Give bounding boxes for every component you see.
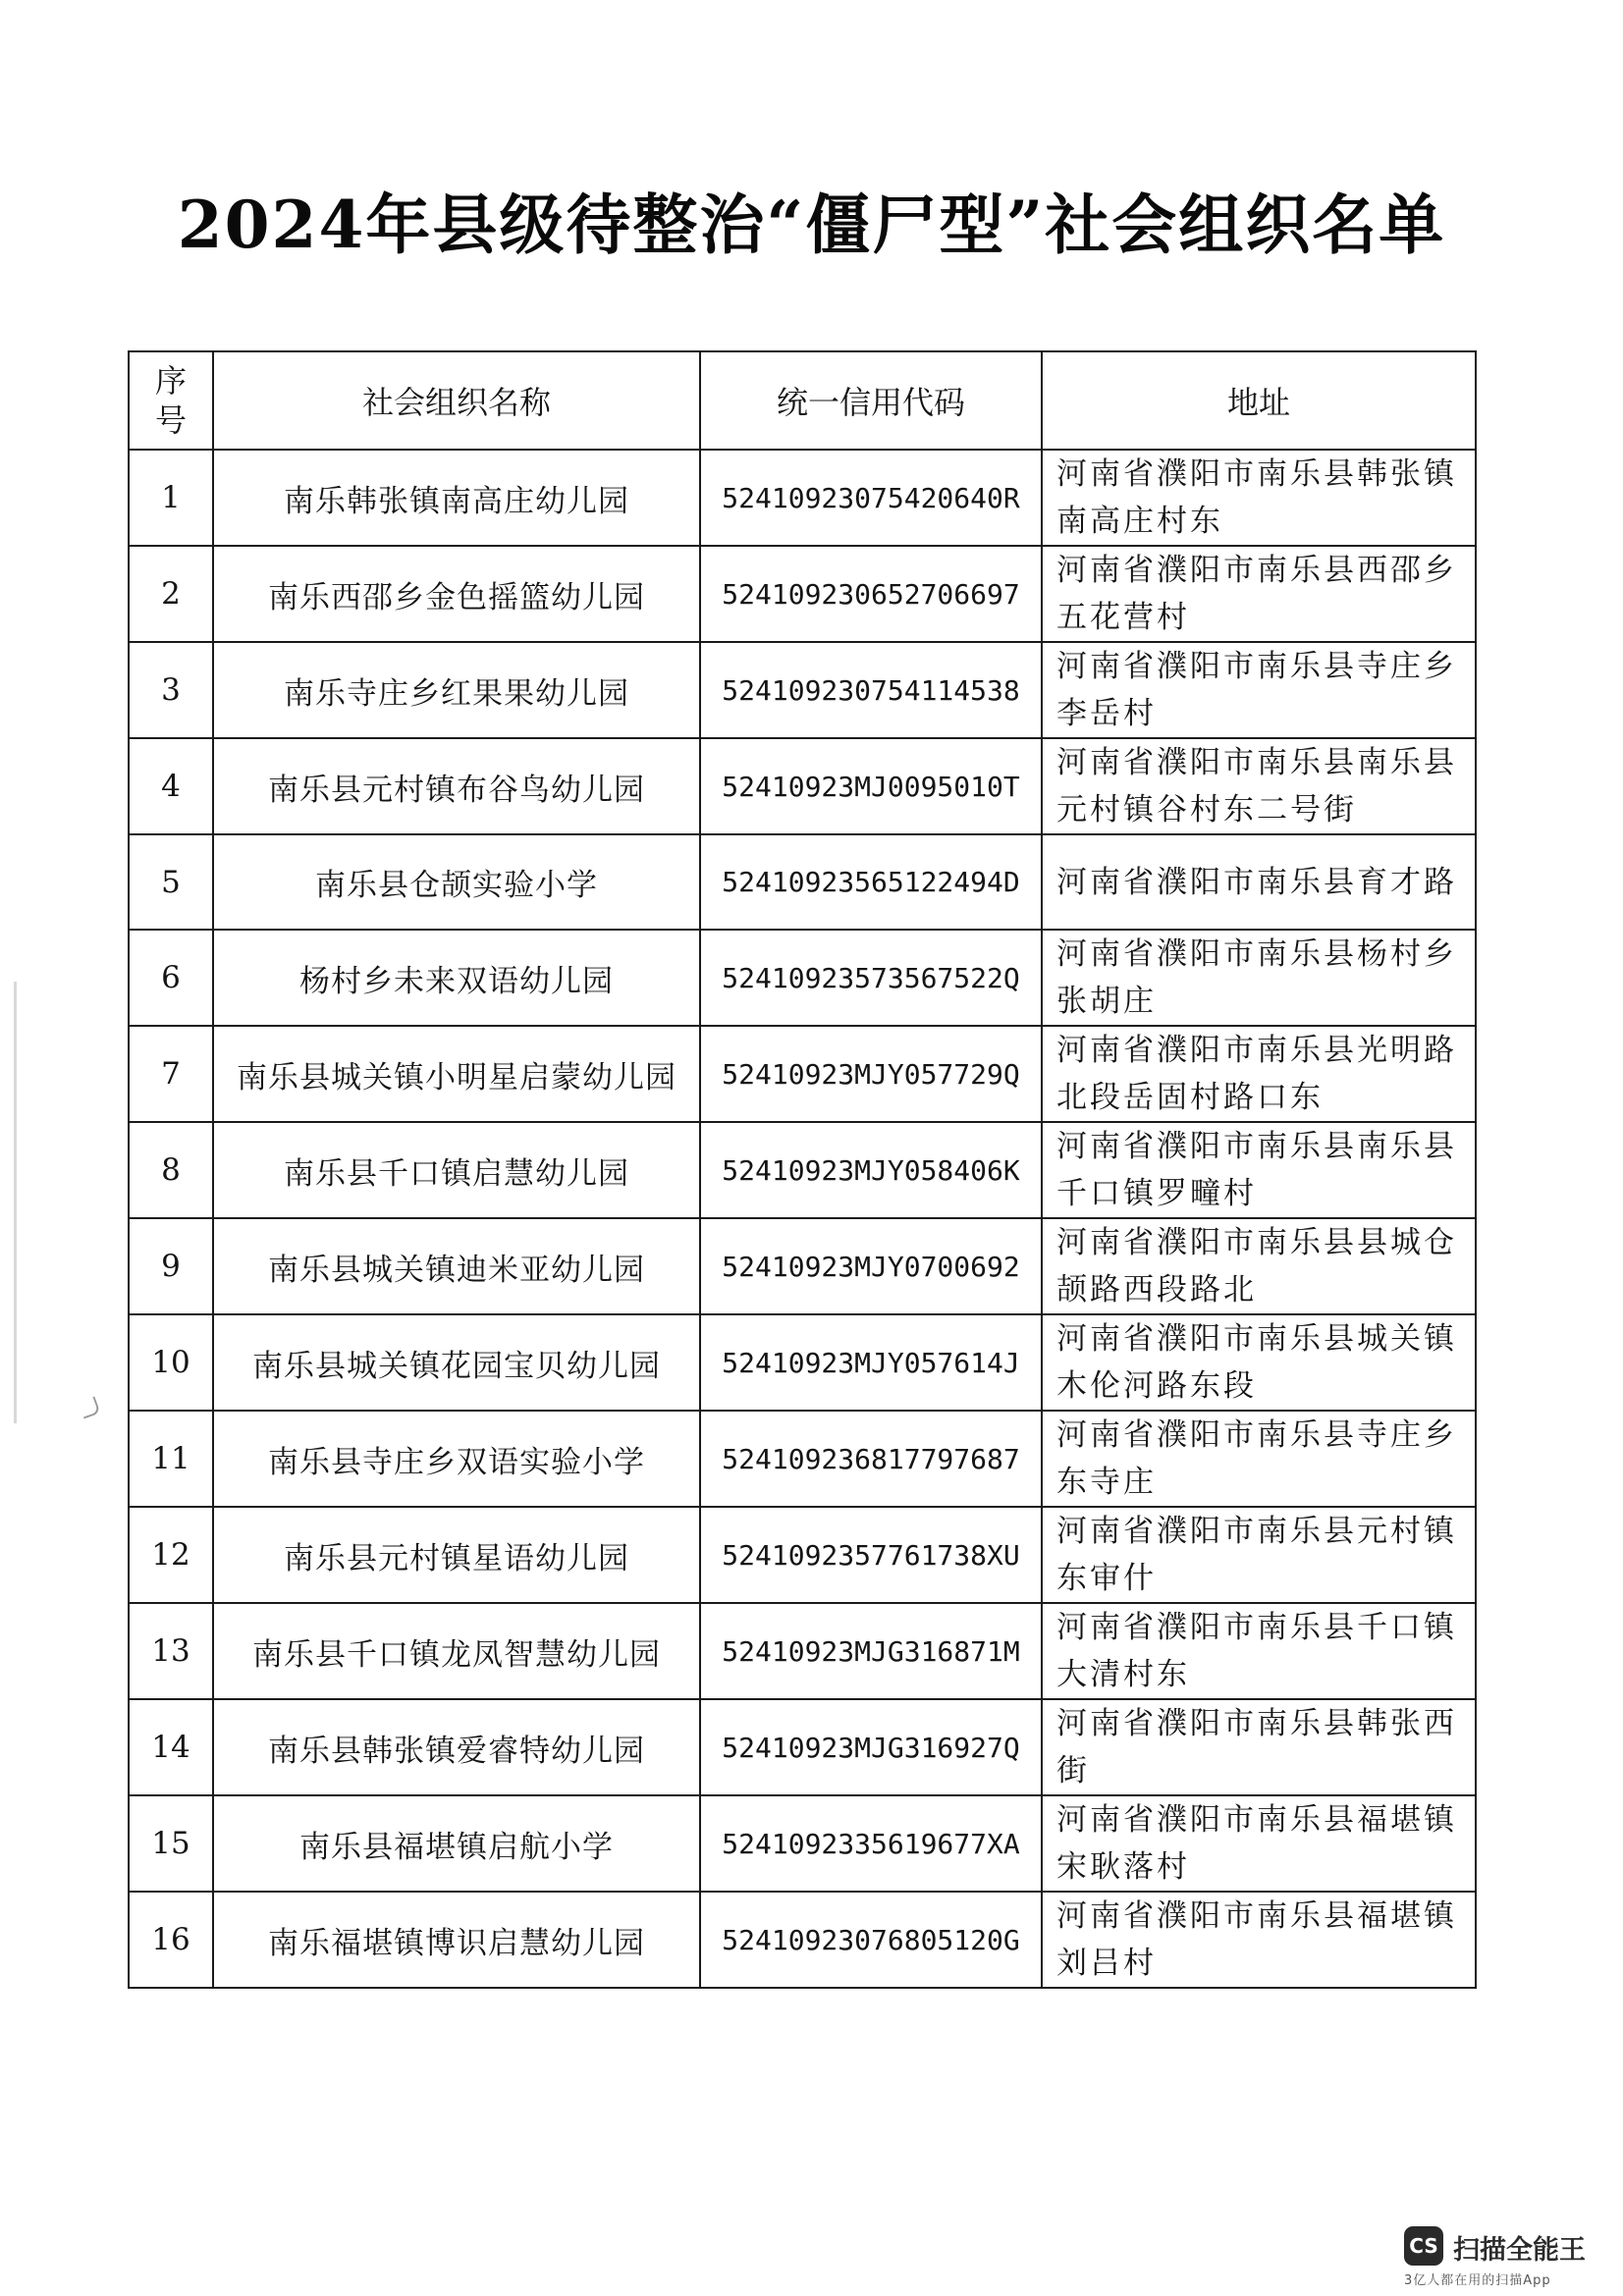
- table-row: [129, 1411, 1476, 1507]
- organization-name: 南乐县元村镇布谷鸟幼儿园: [213, 738, 700, 834]
- credit-code: 52410923573567522Q: [700, 930, 1042, 1026]
- credit-code: 52410923MJG316927Q: [700, 1699, 1042, 1795]
- address-line-1: 河南省濮阳市南乐县福堪镇: [1056, 1898, 1457, 1934]
- organization-address: [1042, 1795, 1476, 1892]
- address-line-2: 宋耿落村: [1056, 1849, 1190, 1885]
- credit-code: 52410923075420640R: [700, 450, 1042, 546]
- credit-code: 52410923MJY057729Q: [700, 1026, 1042, 1122]
- address-line-1: 河南省濮阳市南乐县寺庄乡: [1056, 1417, 1457, 1453]
- organization-address: [1042, 738, 1476, 834]
- address-line-1: 河南省濮阳市南乐县县城仓: [1056, 1225, 1457, 1260]
- row-number: 3: [129, 642, 213, 738]
- organization-name: 南乐县城关镇小明星启蒙幼儿园: [213, 1026, 700, 1122]
- organization-name: 南乐寺庄乡红果果幼儿园: [213, 642, 700, 738]
- table-row: [129, 1507, 1476, 1603]
- organization-name: 南乐县韩张镇爱睿特幼儿园: [213, 1699, 700, 1795]
- header-code: 统一信用代码: [700, 351, 1042, 450]
- organization-address: [1042, 1603, 1476, 1699]
- organization-name: 杨村乡未来双语幼儿园: [213, 930, 700, 1026]
- organization-name: 南乐县城关镇花园宝贝幼儿园: [213, 1314, 700, 1411]
- table-body: [129, 450, 1476, 1988]
- organization-address: [1042, 450, 1476, 546]
- address-line-1: 河南省濮阳市南乐县西邵乡: [1056, 553, 1457, 588]
- row-number: 12: [129, 1507, 213, 1603]
- organization-address: [1042, 1026, 1476, 1122]
- organization-address: [1042, 1411, 1476, 1507]
- address-line-1: 河南省濮阳市南乐县城关镇: [1056, 1321, 1457, 1357]
- organization-address: [1042, 1892, 1476, 1988]
- organization-address: [1042, 1122, 1476, 1218]
- row-number: 7: [129, 1026, 213, 1122]
- table-row: [129, 1218, 1476, 1314]
- address-line-1: 河南省濮阳市南乐县千口镇: [1056, 1610, 1457, 1645]
- header-name: 社会组织名称: [213, 351, 700, 450]
- organization-name: 南乐韩张镇南高庄幼儿园: [213, 450, 700, 546]
- address-line-1: 河南省濮阳市南乐县元村镇: [1056, 1514, 1457, 1549]
- address-line-2: 街: [1056, 1753, 1090, 1789]
- address-line-2: 颉路西段路北: [1056, 1272, 1257, 1308]
- address-line-2: 五花营村: [1056, 600, 1190, 635]
- table-row: [129, 642, 1476, 738]
- credit-code: 524109236817797687: [700, 1411, 1042, 1507]
- address-line-2: 元村镇谷村东二号街: [1056, 792, 1357, 828]
- address-line-1: 河南省濮阳市南乐县寺庄乡: [1056, 649, 1457, 684]
- scan-edge-shadow: [14, 982, 17, 1423]
- table-row: [129, 1795, 1476, 1892]
- row-number: 5: [129, 834, 213, 930]
- address-line-1: 河南省濮阳市南乐县韩张镇: [1056, 456, 1457, 492]
- scanner-watermark: [1404, 2226, 1610, 2287]
- address-line-1: 河南省濮阳市南乐县韩张西: [1056, 1706, 1457, 1741]
- table-row: [129, 1314, 1476, 1411]
- address-line-2: 木伦河路东段: [1056, 1368, 1257, 1404]
- credit-code: 524109230652706697: [700, 546, 1042, 642]
- address-line-1: 河南省濮阳市南乐县福堪镇: [1056, 1802, 1457, 1838]
- address-line-2: 大清村东: [1056, 1657, 1190, 1692]
- credit-code: 52410923MJY0700692: [700, 1218, 1042, 1314]
- row-number: 13: [129, 1603, 213, 1699]
- scan-pen-mark: [78, 1396, 100, 1418]
- row-number: 8: [129, 1122, 213, 1218]
- organization-name: 南乐县元村镇星语幼儿园: [213, 1507, 700, 1603]
- organization-address: [1042, 546, 1476, 642]
- credit-code: 5241092335619677XA: [700, 1795, 1042, 1892]
- address-line-2: 东寺庄: [1056, 1465, 1157, 1500]
- table-row: [129, 930, 1476, 1026]
- table-row: [129, 834, 1476, 930]
- table-row: [129, 450, 1476, 546]
- row-number: 2: [129, 546, 213, 642]
- organization-address: [1042, 1314, 1476, 1411]
- address-line-1: 河南省濮阳市南乐县杨村乡: [1056, 936, 1457, 972]
- organization-table: [128, 350, 1477, 1989]
- credit-code: 52410923MJ0095010T: [700, 738, 1042, 834]
- table-row: [129, 738, 1476, 834]
- address-line-1: 河南省濮阳市南乐县光明路: [1056, 1033, 1457, 1068]
- address-line-2: 北段岳固村路口东: [1056, 1080, 1324, 1115]
- organization-name: 南乐县仓颉实验小学: [213, 834, 700, 930]
- organization-name: 南乐县寺庄乡双语实验小学: [213, 1411, 700, 1507]
- organization-address: [1042, 642, 1476, 738]
- row-number: 6: [129, 930, 213, 1026]
- table-header-row: [129, 351, 1476, 450]
- watermark-app-name: 扫描全能王: [1453, 2235, 1586, 2266]
- address-line-1: 河南省濮阳市南乐县南乐县: [1056, 1129, 1457, 1164]
- organization-name: 南乐县千口镇启慧幼儿园: [213, 1122, 700, 1218]
- row-number: 10: [129, 1314, 213, 1411]
- row-number: 1: [129, 450, 213, 546]
- credit-code: 52410923565122494D: [700, 834, 1042, 930]
- organization-name: 南乐县城关镇迪米亚幼儿园: [213, 1218, 700, 1314]
- row-number: 14: [129, 1699, 213, 1795]
- table-row: [129, 1026, 1476, 1122]
- table-row: [129, 1122, 1476, 1218]
- credit-code: 52410923MJG316871M: [700, 1603, 1042, 1699]
- organization-address: [1042, 930, 1476, 1026]
- credit-code: 52410923MJY058406K: [700, 1122, 1042, 1218]
- header-address: 地址: [1042, 351, 1476, 450]
- organization-table-container: [128, 350, 1475, 1989]
- organization-address: [1042, 1507, 1476, 1603]
- row-number: 15: [129, 1795, 213, 1892]
- organization-address: [1042, 1218, 1476, 1314]
- camscanner-logo-icon: CS: [1404, 2226, 1443, 2266]
- row-number: 4: [129, 738, 213, 834]
- table-row: [129, 1603, 1476, 1699]
- organization-address: [1042, 834, 1476, 930]
- credit-code: 52410923MJY057614J: [700, 1314, 1042, 1411]
- table-row: [129, 1892, 1476, 1988]
- header-no-label: 序号: [154, 362, 187, 439]
- address-line-2: 东审什: [1056, 1561, 1157, 1596]
- table-row: [129, 546, 1476, 642]
- address-line-2: 南高庄村东: [1056, 504, 1223, 539]
- table-row: [129, 1699, 1476, 1795]
- page-title: 2024年县级待整治“僵尸型”社会组织名单: [177, 187, 1446, 264]
- header-no: [129, 351, 213, 450]
- organization-name: 南乐县福堪镇启航小学: [213, 1795, 700, 1892]
- address-line-2: 刘吕村: [1056, 1946, 1157, 1981]
- organization-name: 南乐县千口镇龙凤智慧幼儿园: [213, 1603, 700, 1699]
- row-number: 9: [129, 1218, 213, 1314]
- watermark-tagline: 3亿人都在用的扫描App: [1404, 2273, 1551, 2288]
- row-number: 16: [129, 1892, 213, 1988]
- address-line-1: 河南省濮阳市南乐县育才路: [1056, 864, 1457, 900]
- credit-code: 52410923076805120G: [700, 1892, 1042, 1988]
- address-line-2: 千口镇罗疃村: [1056, 1176, 1257, 1211]
- organization-name: 南乐西邵乡金色摇篮幼儿园: [213, 546, 700, 642]
- row-number: 11: [129, 1411, 213, 1507]
- address-line-1: 河南省濮阳市南乐县南乐县: [1056, 745, 1457, 780]
- address-line-2: 李岳村: [1056, 696, 1157, 731]
- credit-code: 524109230754114538: [700, 642, 1042, 738]
- organization-name: 南乐福堪镇博识启慧幼儿园: [213, 1892, 700, 1988]
- address-line-2: 张胡庄: [1056, 984, 1157, 1019]
- credit-code: 5241092357761738XU: [700, 1507, 1042, 1603]
- organization-address: [1042, 1699, 1476, 1795]
